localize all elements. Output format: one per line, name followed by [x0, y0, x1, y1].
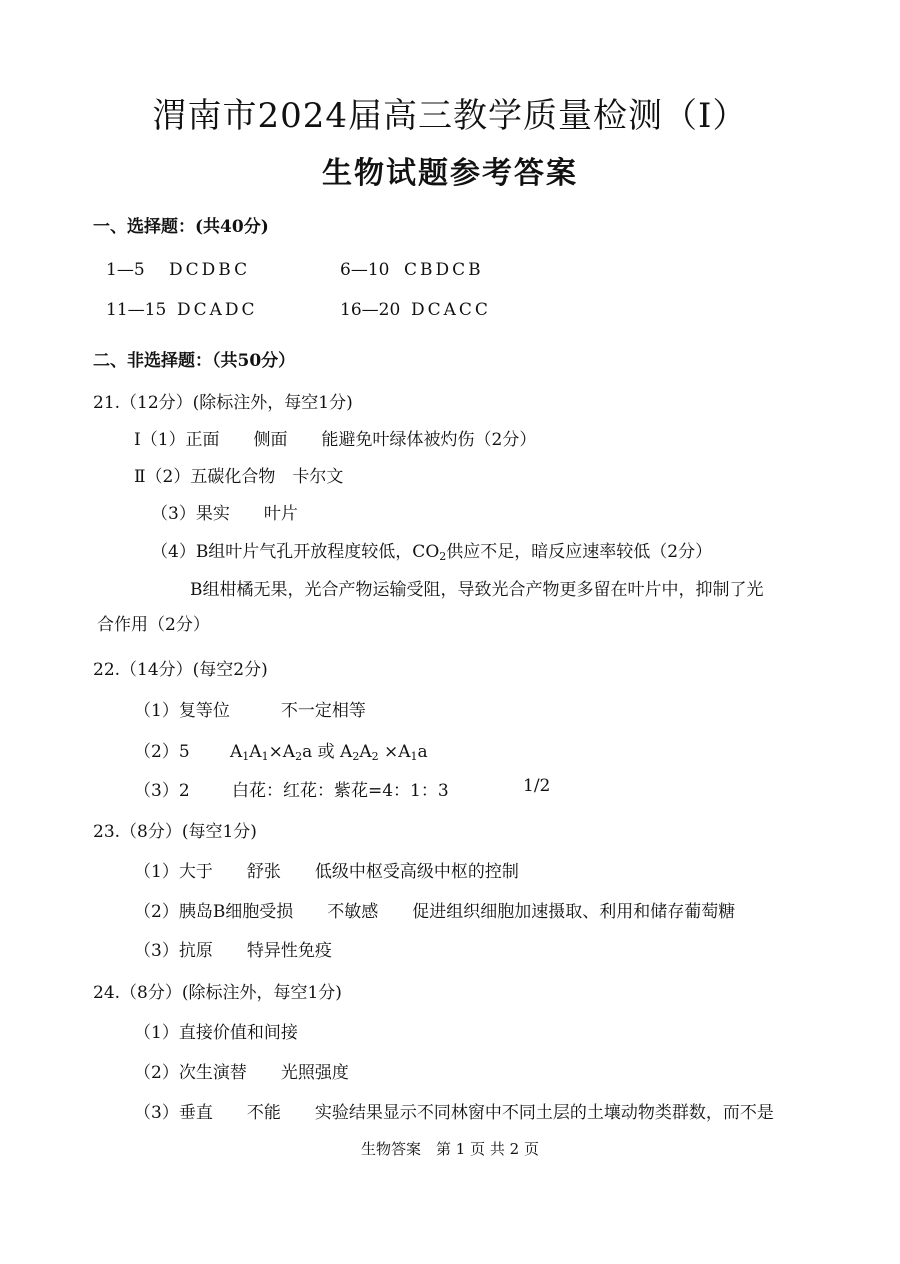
mc-answers-3: DCADC [177, 300, 258, 320]
q22-line-1: （1）复等位 不一定相等 [134, 701, 366, 721]
q23-line-1: （1）大于 舒张 低级中枢受高级中枢的控制 [134, 862, 519, 882]
mc-range-3: 11—15 [106, 300, 167, 320]
q22-heading: 22.（14分）(每空2分) [93, 660, 268, 680]
q21-heading: 21.（12分）(除标注外，每空1分) [93, 393, 353, 413]
mc-range-2: 6—10 [340, 260, 390, 280]
q24-line-2: （2）次生演替 光照强度 [134, 1063, 349, 1083]
mc-range-1: 1—5 [106, 260, 145, 280]
q22-line-3-label: （3）2 [134, 781, 190, 801]
q21-line-1: Ⅰ（1）正面 侧面 能避免叶绿体被灼伤（2分） [134, 430, 537, 450]
mc-answers-4: DCACC [411, 300, 491, 320]
mc-answers-1: DCDBC [169, 260, 251, 280]
page-footer: 生物答案 第 1 页 共 2 页 [361, 1140, 539, 1158]
q22-line-2-label: （2）5 [134, 742, 190, 762]
page-title: 渭南市2024届高三教学质量检测（Ⅰ） [152, 96, 748, 136]
page-subtitle: 生物试题参考答案 [322, 156, 578, 191]
q21-line-2: Ⅱ（2）五碳化合物 卡尔文 [134, 467, 344, 487]
q21-line-3: （3）果实 叶片 [151, 504, 298, 524]
q22-line-2-expr: $A_1A_1\times A_2a$ 或 $A_2A_2 \times A_1a$ [230, 742, 428, 763]
q22-line-3-ratio: 白花：红花：紫花=4：1：3 [232, 781, 449, 801]
q23-heading: 23.（8分）(每空1分) [93, 822, 257, 842]
q24-line-3: （3）垂直 不能 实验结果显示不同林窗中不同土层的土壤动物类群数，而不是 [134, 1103, 774, 1123]
q21-line-4: （4）B组叶片气孔开放程度较低，$CO_2$供应不足，暗反应速率较低（2分） [151, 542, 713, 563]
q23-line-2: （2）胰岛B细胞受损 不敏感 促进组织细胞加速摄取、利用和储存葡萄糖 [134, 902, 736, 922]
mc-range-4: 16—20 [340, 300, 401, 320]
section1-heading: 一、选择题：(共40分) [93, 217, 269, 237]
q21-line-5: B组柑橘无果，光合产物运输受阻，导致光合产物更多留在叶片中，抑制了光 [190, 580, 764, 600]
section2-heading: 二、非选择题：（共50分） [93, 351, 296, 371]
q24-line-1: （1）直接价值和间接 [134, 1023, 298, 1043]
q21-line-6: 合作用（2分） [97, 615, 210, 635]
mc-answers-2: CBDCB [404, 260, 484, 280]
q24-heading: 24.（8分）(除标注外，每空1分) [93, 983, 342, 1003]
q22-line-3-frac: 1/2 [523, 776, 551, 796]
q23-line-3: （3）抗原 特异性免疫 [134, 941, 332, 961]
